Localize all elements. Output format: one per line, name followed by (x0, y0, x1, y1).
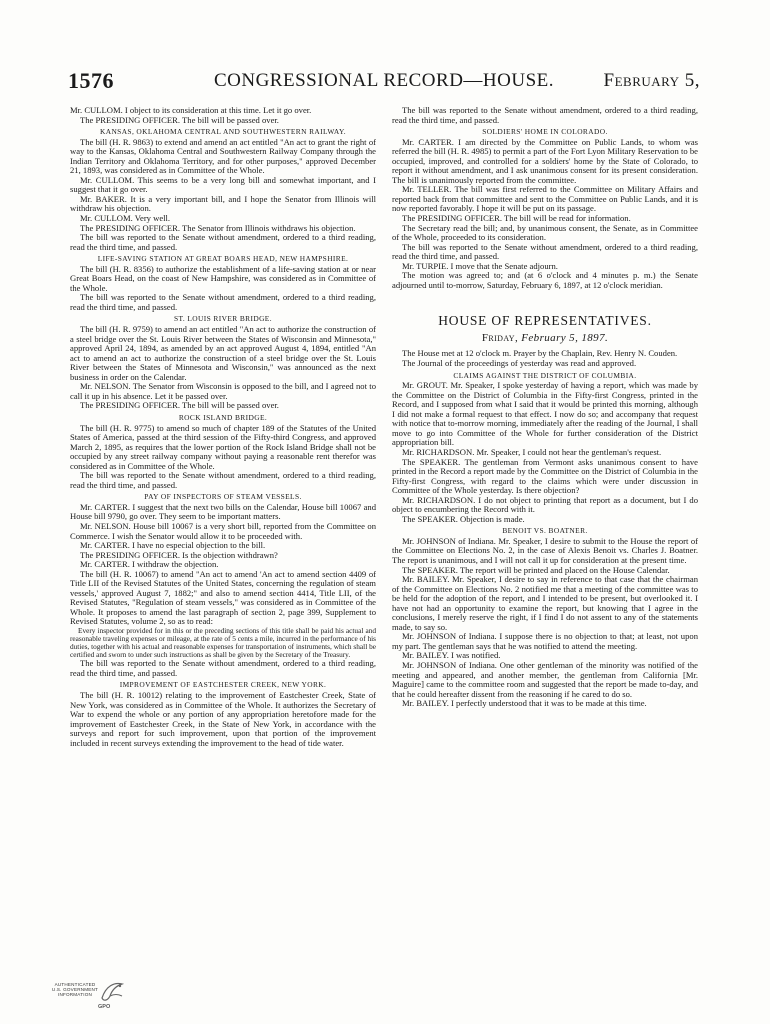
paragraph: The SPEAKER. Objection is made. (402, 513, 525, 524)
session-date (392, 331, 698, 344)
running-date: February 5, (603, 70, 700, 91)
paragraph: Mr. NELSON. House bill 10067 is a very short bill, reported from the Committee on Commerce. I wish the Senator would allow it to be proceeded with. (70, 520, 376, 541)
paragraph: The bill was reported to the Senate without amendment, ordered to a third reading, read the third time, and passed. (70, 658, 376, 678)
paragraph: The bill (H. R. 9775) to amend so much of chapter 189 of the Statutes of the United States of America, passed at the third session of the Fifty-third Congress, and approved March 2, 1895, as requires that the lower portion of the Rock Island Bridge shall not be occupied by any street railway company without paying a reasonable rent therefor was considered as in Committee of the Whole. (70, 422, 376, 471)
paragraph: The House met at 12 o'clock m. Prayer by the Chaplain, Rev. Henry N. Couden. (402, 348, 678, 359)
paragraph: Mr. TURPIE. I move that the Senate adjourn. (402, 260, 558, 271)
left-column (70, 106, 376, 748)
paragraph: Mr. BAILEY. I was notified. (402, 650, 501, 661)
paragraph: Mr. BAILEY. Mr. Speaker, I desire to say in reference to that case that the chairman of the Committee on Elections No. 2 notified me that a meeting of the committee was to be held for the adoption of the report, and I intended to be present, but overlooked it. I have not had an opportunity to examine the report, but knowing that I agree in the conclusions, I merely reserve the right, if I find I do not assent to any of the statements made, to say so. (392, 574, 698, 632)
paragraph: Mr. CARTER. I suggest that the next two bills on the Calendar, House bill 10067 and House bill 9790, go over. They seem to be important matters. (70, 501, 376, 522)
paragraph: Mr. CULLOM. I object to its consideration at this time. Let it go over. (70, 105, 312, 115)
paragraph: Mr. CULLOM. This seems to be a very long bill and somewhat important, and I suggest that it go over. (70, 174, 376, 195)
paragraph: Mr. NELSON. The Senator from Wisconsin is opposed to the bill, and I agreed not to call it up in his absence. Let it be passed over. (70, 381, 376, 401)
paragraph: Mr. JOHNSON of Indiana. I suppose there is no objection to that; at least, not upon my part. The gentleman says that he was notified to attend the meeting. (392, 631, 698, 651)
paragraph: The PRESIDING OFFICER. Is the objection withdrawn? (80, 549, 278, 560)
authentication-text: AUTHENTICATED U.S. GOVERNMENT INFORMATION (51, 982, 99, 998)
paragraph: The bill was reported to the Senate without amendment, ordered to a third reading, read the third time, and passed. (392, 241, 698, 262)
paragraph: The PRESIDING OFFICER. The bill will be passed over. (80, 400, 279, 411)
section-heading: CLAIMS AGAINST THE DISTRICT OF COLUMBIA. (453, 370, 637, 380)
paragraph: The bill (H. R. 8356) to authorize the establishment of a life-saving station at or near Great Boars Head, on the coast of New Hampshire, was considered as in Committee of the Whole. (70, 263, 376, 293)
paragraph: The motion was agreed to; and (at 6 o'clock and 4 minutes p. m.) the Senate adjourned until to-morrow, Saturday, February 6, 1897, at 12 o'clock meridian. (392, 270, 698, 290)
quoted-statute: Every inspector provided for in this or the preceding sections of this title shall be paid his actual and reasonable traveling expenses or mileage, at the rate of 5 cents a mile, incurred in the performance of his duties, together with his actual and reasonable expenses for transportation of instruments, which shall be certified and sworn to under such instructions as shall be given by the Secretary of the Treasury. (70, 625, 376, 660)
paragraph: Mr. JOHNSON of Indiana. One other gentleman of the minority was notified of the meeting and appeared, and another member, the gentleman from California [Mr. Maguire] came to the committee room and suggested that the report be made to-day, and that he could hereafter dissent from the reasoning if he cared to do so. (392, 659, 698, 699)
paragraph: The PRESIDING OFFICER. The bill will be passed over. (80, 114, 279, 125)
section-heading: LIFE-SAVING STATION AT GREAT BOARS HEAD, NEW HAMPSHIRE. (97, 254, 349, 264)
paragraph: Mr. TELLER. The bill was first referred to the Committee on Military Affairs and reported back from that committee and sent to the Committee on Public Lands, and it is now reported favorably. I hope it will be put on its passage. (392, 184, 698, 214)
paragraph: The bill (H. R. 9759) to amend an act entitled "An act to authorize the construction of a steel bridge over the St. Louis River between the States of Wisconsin and Minnesota," approved April 24, 1894, as amended by an act approved August 4, 1894, entitled "An act to amend an act to authorize the construction of a steel bridge over the St. Louis River between the States of Minnesota and Wisconsin," was announced as the next business in order on the Calendar. (70, 324, 376, 382)
paragraph: The SPEAKER. The gentleman from Vermont asks unanimous consent to have printed in the Record a report made by the Committee on the District of Columbia in the Fifty-first Congress, with regard to the claims which were under discussion in Committee of the Whole yesterday. Is there objection? (392, 456, 698, 496)
section-heading: IMPROVEMENT OF EASTCHESTER CREEK, NEW YORK. (119, 680, 327, 690)
paragraph: The Journal of the proceedings of yesterday was read and approved. (402, 358, 637, 369)
paragraph: Mr. CARTER. I withdraw the objection. (80, 559, 219, 570)
section-heading: KANSAS, OKLAHOMA CENTRAL AND SOUTHWESTERN RAILWAY. (99, 127, 347, 137)
chamber-heading: HOUSE OF REPRESENTATIVES. (438, 313, 652, 329)
paragraph: Mr. BAILEY. I perfectly understood that it was to be made at this time. (402, 698, 647, 709)
paragraph: The PRESIDING OFFICER. The bill will be read for information. (402, 213, 631, 224)
section-heading: PAY OF INSPECTORS OF STEAM VESSELS. (144, 492, 302, 502)
paragraph: The bill (H. R. 9863) to extend and amend an act entitled "An act to grant the right of way to the Kansas, Oklahoma Central and Southwestern Railway Company through the Indian Territory and Oklahoma Territory, and for other purposes," approved December 21, 1893, was considered as in Committee of the Whole. (70, 136, 376, 176)
paragraph: Mr. JOHNSON of Indiana. Mr. Speaker, I desire to submit to the House the report of the Committee on Elections No. 2, in the case of Alexis Benoit vs. Charles J. Boatner. The report is unanimous, and I will not call it up for consideration at the present time. (392, 535, 698, 565)
paragraph: Mr. CULLOM. Very well. (80, 213, 171, 224)
eagle-icon (98, 980, 126, 1006)
paragraph: The bill was reported to the Senate without amendment, ordered to a third reading, read the third time, and passed. (392, 105, 698, 125)
section-heading: SOLDIERS' HOME IN COLORADO. (482, 127, 608, 137)
gpo-authentication-seal (42, 980, 132, 1014)
section-heading: BENOIT VS. BOATNER. (502, 526, 588, 536)
section-heading: ST. LOUIS RIVER BRIDGE. (174, 314, 272, 324)
paragraph: Mr. BAKER. It is a very important bill, and I hope the Senator from Illinois will withdraw his objection. (70, 193, 376, 214)
paragraph: The SPEAKER. The report will be printed and placed on the House Calendar. (402, 564, 670, 575)
paragraph: Mr. CARTER. I have no especial objection to the bill. (80, 540, 266, 551)
paragraph: The bill was reported to the Senate without amendment, ordered to a third reading, read the third time, and passed. (70, 470, 376, 490)
paragraph: The bill was reported to the Senate without amendment, ordered to a third reading, read the third time, and passed. (70, 232, 376, 252)
paragraph: The bill (H. R. 10012) relating to the improvement of Eastchester Creek, State of New York, was considered as in Committee of the Whole. It authorizes the Secretary of War to expend the whole or any portion of any appropriation heretofore made for the improvement of Eastchester Creek, in the State of New York, in accordance with the surveys and report for such improvement, upon that portion of the improvement included in recent surveys extending the improvement to the head of tide water. (70, 690, 376, 748)
paragraph: The bill (H. R. 10067) to amend "An act to amend 'An act to amend section 4409 of Title LII of the Revised Statutes of the United States, concerning the regulation of steam vessels,' approved August 7, 1882;" and also to amend section 4414, Title LII, of the Revised Statutes, "Regulation of steam vessels," was considered as in Committee of the Whole. It proposes to amend the last paragraph of section 2, page 399, Supplement to Revised Statutes, volume 2, so as to read: (70, 568, 376, 627)
page-header (68, 68, 700, 96)
paragraph: The bill was reported to the Senate without amendment, ordered to a third reading, read the third time, and passed. (70, 292, 376, 312)
paragraph: The PRESIDING OFFICER. The Senator from Illinois withdraws his objection. (80, 222, 356, 233)
gpo-label: GPO (98, 1004, 111, 1010)
paragraph: Mr. RICHARDSON. I do not object to printing that report as a document, but I do object to encumbering the Record with it. (392, 494, 698, 515)
running-title: CONGRESSIONAL RECORD—HOUSE. (213, 70, 555, 91)
paragraph: Mr. RICHARDSON. Mr. Speaker, I could not hear the gentleman's request. (402, 446, 662, 457)
page-number: 1576 (68, 68, 114, 93)
right-column (392, 106, 698, 709)
paragraph: Mr. CARTER. I am directed by the Committee on Public Lands, to whom was referred the bill (H. R. 4985) to permit a part of the Fort Lyon Military Reservation to be occupied, improved, and controlled for a soldiers' home by the State of Colorado, to report it without amendment, and I ask unanimous consent for its present consideration. The bill is unanimously reported from the committee. (392, 136, 698, 185)
session-day-date: February 5, 1897. (521, 331, 609, 344)
session-day: Friday, (481, 331, 522, 344)
paragraph: Mr. GROUT. Mr. Speaker, I spoke yesterday of having a report, which was made by the Committee on the District of Columbia in the Fifty-first Congress, printed in the Record, and I supposed from what I said that it would be printed this morning, although I did not make a formal request to that effect. I now do so; and accompany that request with notice that to-morrow morning, immediately after the reading of the Journal, I shall move to go into Committee of the Whole for further consideration of the District appropriation bill. (392, 380, 698, 448)
section-heading: ROCK ISLAND BRIDGE. (178, 412, 268, 422)
paragraph: The Secretary read the bill; and, by unanimous consent, the Senate, as in Committee of the Whole, proceeded to its consideration. (392, 222, 698, 243)
